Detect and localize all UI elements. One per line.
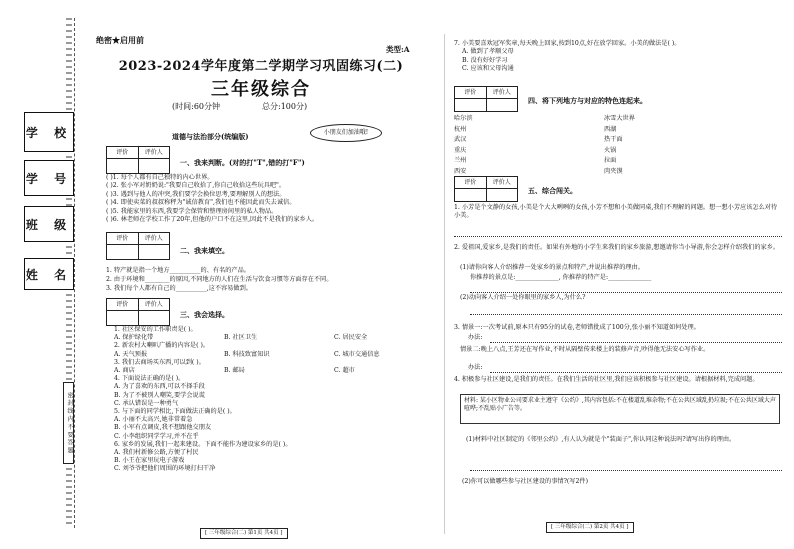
q5-item1: 1. 小芳是个文静的女孩,小美是个大大咧咧的女孩,小芳不想和小美做同桌,我们不理解的问题。想一想小芳应该怎么对待小美。 <box>454 204 778 220</box>
material-box: 材料: 某小区物业公司要求业主遵守《公约》,其内容包括:不在楼道乱堆杂物;不在公共区域乱扔垃圾;不在公共区域大声喧哗;不乱贴小广告等。 <box>460 394 780 424</box>
school-label: 学 校 <box>25 125 73 140</box>
score-box-q4: 评价 评价人 <box>454 86 518 112</box>
q4-specialties: 冰雪大世界 西湖 热干面 火锅 拉面 肉夹馍 <box>604 115 635 175</box>
q4-title: 四、将下列地方与对应的特色连起来。 <box>528 96 647 105</box>
answer-line[interactable] <box>490 372 782 373</box>
answer-line[interactable] <box>470 292 782 293</box>
footer-left: [ 三年级综合(二) 第1页 共4页 ] <box>200 528 288 539</box>
q3-question: 1. 社区保安的工作职责是( )。 <box>114 326 197 333</box>
footer-right: [ 三年级综合(二) 第2页 共4页 ] <box>546 522 634 533</box>
encourage-bubble: 小朋友们加油哦! <box>310 124 382 142</box>
student-id-field[interactable] <box>24 160 74 196</box>
score-box-q2: 评价 评价人 <box>106 232 170 260</box>
q1-title: 一、我来判断。(对的打"T",错的打"F") <box>180 158 305 167</box>
q4-places: 哈尔滨 杭州 武汉 重庆 兰州 西安 <box>454 115 473 175</box>
answer-line[interactable] <box>490 342 782 343</box>
q1-item: ( )1. 每个人都有自己独特的内心世界。 <box>106 174 214 181</box>
q2-list <box>106 266 436 293</box>
class-field[interactable] <box>24 206 74 242</box>
q1-item: ( )6. 林老师在学校工作了20年,但他的户口不在这里,因此不是我们的家乡人。 <box>106 216 319 224</box>
answer-line[interactable] <box>454 236 782 237</box>
secret-mark: 绝密★启用前 <box>96 35 144 45</box>
name-field[interactable] <box>24 258 74 290</box>
q5-item4b: (2)你可以做哪些参与社区建设的事情?(写2件) <box>462 478 589 485</box>
binding-dashed-line <box>74 18 75 528</box>
q2-item: 2. 由于环境和________的原因,不同地方的人们在生活与饮食习惯等方面存在不同。 <box>106 276 333 283</box>
section-title: 道德与法治部分(统编版) <box>172 132 249 141</box>
seal-note: 密 封 线 内 不 要 答 题 <box>63 382 74 464</box>
answer-line[interactable] <box>470 470 782 471</box>
exam-time: (时间:60分钟 <box>172 102 220 111</box>
q5-item3b: 情景二:晚上八点,王芳还在写作业,不时从隔壁传来楼上的装修声音,吵得他无法安心写作业。 <box>460 346 710 353</box>
school-field[interactable] <box>24 112 74 152</box>
q1-item: ( )2. 张小军对奶奶说:"我要自己收拾了,你自己收拾这些玩具吧"。 <box>106 182 286 190</box>
q3-question: 2. 新农村大喇叭广播的内容是( )。 <box>114 342 210 350</box>
page-divider <box>444 34 445 534</box>
q1-item: ( )4. 即使卖菜的叔叔称秤为"诚信教育",我们也不能因此而失去诚信。 <box>106 199 296 207</box>
score-box-q3: 评价 评价人 <box>106 298 170 326</box>
q5-item3: 3. 情景一:一次考试前,原本只有95分的试卷,老师错批成了100分,张小丽不知道如何处理。 <box>454 324 700 331</box>
q5-item4a: (1)材料中社区制定的《邻里公约》,有人认为就是个"装面子",你认同这种说法吗?请写出你的理由。 <box>466 436 736 443</box>
score-box-q1: 评价 评价人 <box>106 146 170 174</box>
q5-item3c: 办法: <box>468 364 483 371</box>
subject-title: 三年级综合 <box>211 79 311 100</box>
q5-item2a: (1)请你向客人介绍推荐一处家乡的景点和特产,并说出推荐的理由。 <box>460 264 644 271</box>
name-label: 姓 名 <box>25 267 73 282</box>
q5-item3a: 办法: <box>468 334 483 341</box>
q3-question: 5. 与下面的同学相比,下面做法正确的是( )。 <box>114 408 236 416</box>
q2-item: 1. 特产就是指一个地方__________的、有名的产品。 <box>106 267 250 274</box>
q5-item2c: (2)动向客人介绍一处你眼里的家乡人,为什么? <box>460 294 586 301</box>
q5-item4: 4. 积极参与社区建设,是我们的责任。在我们生活的社区里,我们应该积极参与社区建设。请根据材料,完成问题。 <box>454 376 759 383</box>
class-label: 班 级 <box>25 217 73 232</box>
q7-block: 7. 小美要喜欢冠军奖章,每天晚上回家,按到10点,好在放学回家。小美的做法是( )。 A. 做到了孝顺父母 B. 没有好好学习 C. 应该和父母沟通 <box>454 40 681 73</box>
q1-item: ( )3. 遇到与他人的冲突,我们要学会换位思考,要理解别人的想法。 <box>106 190 286 198</box>
q2-item: 3. 我们每个人都有自己的__________,这不容易做到。 <box>106 285 252 292</box>
q3-question: 3. 我们去商场买东西,可以到( )。 <box>114 358 205 366</box>
q5-item2: 2. 爱祖国,爱家乡,是我们的责任。如果有外地的小学生来我们的家乡旅游,想邀请你当小导游,你会怎样介绍我们的家乡。 <box>454 244 780 251</box>
q5-item2b: 你推荐的景点是:______________, 你推荐的特产是:______________ <box>470 274 652 281</box>
answer-line[interactable] <box>470 314 782 315</box>
exam-type: 类型:A <box>386 45 410 54</box>
q3-list: 1. 社区保安的工作职责是( )。 A. 保护绿化带 B. 社区卫生 C. 居民安全 2. 新农村大喇叭广播的内容是( )。 A. 天气预报 B. 科技致富知识 C. 城市交通信息 3. 我们去商场买东西,可以到( )。 A. 商店 B. 邮局 C. 超市 4. 下面说法正确的是( )。 A. 为了喜欢的东西,可以不择手段 B. 为了不被别人嘲笑,要学会说谎 C. 承认错误是一种勇气 5. 与下面的同学相比,下面做法正确的是( )。 A. 小丽不太高兴,她非常着急 B. 小军有点调皮,我不想跟他交朋友 C. 小李组织同学学习,并不在乎 6. 家乡的发展,我们一起来建设。下面不能作为建设家乡的是( )。 A. 我们村新修公路,方便了村民 B. 小王在家里玩电子游戏 C. 刘爷爷把他们周围的环境打扫干净 <box>114 326 434 474</box>
q3-question: 4. 下面说法正确的是( )。 <box>114 375 185 383</box>
q1-list <box>106 174 436 224</box>
q3-title: 三、我会选择。 <box>180 310 229 319</box>
student-id-label: 学 号 <box>25 171 73 186</box>
q1-item: ( )5. 我能家里的东西,我要学会保管和整理房间里的私人物品。 <box>106 207 278 215</box>
q5-title: 五、综合闯关。 <box>528 186 577 195</box>
q2-title: 二、我来填空。 <box>180 246 229 255</box>
exam-total: 总分:100分) <box>262 102 308 111</box>
score-box-q5: 评价 评价人 <box>454 176 518 202</box>
exam-title: 2023-2024学年度第二学期学习巩固练习(二) <box>118 59 404 74</box>
q3-question: 6. 家乡的发展,我们一起来建设。下面不能作为建设家乡的是( )。 <box>114 440 292 448</box>
